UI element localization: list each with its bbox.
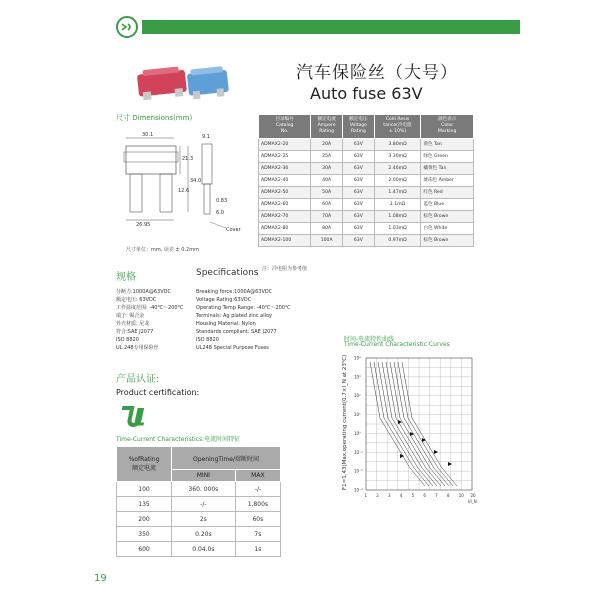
tc-cell: 1,800s	[235, 497, 280, 512]
curve-title-cn: 时间-电流特性曲线	[344, 336, 395, 343]
tc-cell: 1s	[235, 542, 280, 557]
tc-cell: 200	[117, 512, 172, 527]
catalog-cell: 1.1mΩ	[374, 198, 421, 210]
catalog-cell: 63V	[343, 162, 375, 174]
tc-row	[117, 542, 281, 557]
dim-26-95: 26.95	[136, 222, 151, 228]
catalog-cell: 1.08mΩ	[374, 210, 421, 222]
curve-xtick: 3	[388, 493, 391, 498]
title-cn: 汽车保险丝（大号）	[296, 63, 458, 83]
tc-cell: -/-	[235, 482, 280, 497]
time-current-table	[116, 446, 281, 557]
tc-cell: 135	[117, 497, 172, 512]
curve-xtick: 6	[423, 493, 426, 498]
catalog-cell: 100A	[311, 234, 343, 246]
tc-cell: 100	[117, 482, 172, 497]
curve-xtick: 4	[399, 493, 403, 498]
catalog-cell: 63V	[343, 138, 375, 150]
tc-cell: -/-	[172, 497, 236, 512]
catalog-cell: 3.80mΩ	[374, 138, 421, 150]
catalog-cell: 3.30mΩ	[374, 150, 421, 162]
catalog-cell: 25A	[311, 150, 343, 162]
catalog-row	[259, 138, 474, 150]
catalog-header-ampere: 额定电流 Ampere Rating	[311, 115, 343, 139]
curve-ytick: 10¹	[354, 412, 361, 418]
curve-marker	[448, 462, 452, 466]
fuse-product-photo	[134, 64, 234, 104]
certification-title-cn: 产品认证:	[116, 374, 160, 385]
catalog-cell: 30A	[311, 162, 343, 174]
tc-header-rating: %ofRating 额定电流	[117, 447, 172, 482]
tc-cell: 2s	[172, 512, 236, 527]
catalog-cell: ADMAX2-50	[259, 186, 311, 198]
catalog-cell: 63V	[343, 174, 375, 186]
spec-en-line: Terminals: Ag plated zinc alloy	[196, 313, 273, 319]
dim-6-0: 6.0	[216, 210, 224, 216]
tc-cell: 600	[117, 542, 172, 557]
catalog-cell: 63V	[343, 222, 375, 234]
curve-ytick: 10²	[354, 393, 361, 399]
resistance-note: 注：冷电阻为参考值	[262, 266, 308, 272]
time-current-curve	[338, 350, 488, 510]
curve-marker	[422, 438, 426, 442]
catalog-cell: 63V	[343, 186, 375, 198]
catalog-header-resistance: Cold Resis tance(冷电阻 ± 10%)	[374, 115, 421, 139]
dim-0-83: 0.83	[216, 198, 228, 204]
catalog-cell: ADMAX2-80	[259, 222, 311, 234]
curve-ytick: 10⁻³	[354, 487, 363, 493]
tc-row	[117, 482, 281, 497]
tc-row	[117, 497, 281, 512]
spec-cn-line: 符合:SAE J2077	[116, 329, 154, 335]
curve-xtick: 7	[435, 493, 438, 498]
catalog-row	[259, 210, 474, 222]
tc-header-min: MINI	[172, 470, 236, 482]
tc-cell: 7s	[235, 527, 280, 542]
spec-en-line: UL248 Special Purpose Fuses	[196, 345, 269, 351]
dim-12-6: 12.6	[178, 188, 190, 194]
curve-title-en: Time-Current Characteristic Curves	[344, 341, 450, 348]
curve-ytick: 10⁰	[354, 430, 361, 436]
tc-cell: 350	[117, 527, 172, 542]
spec-cn-line: UL 248专用保险丝	[116, 345, 159, 351]
catalog-header-voltage: 额定电压 Voltage Rating	[343, 115, 375, 139]
catalog-cell: ADMAX2-30	[259, 162, 311, 174]
spec-title-cn: 规格	[116, 272, 136, 283]
title-en: Auto fuse 63V	[310, 84, 423, 103]
curve-xtick: 20	[470, 493, 476, 498]
dim-width-top: 30.1	[142, 132, 154, 138]
catalog-cell: 绿色 Green	[421, 150, 474, 162]
catalog-cell: 63V	[343, 210, 375, 222]
curve-ytick: 10⁻²	[354, 468, 363, 474]
cover-label: Cover	[226, 227, 241, 233]
curve-ylabel: F1=1.43(Max.operating current(0.7×I_N at 23℃)	[342, 354, 348, 490]
spec-cn-line: 端子: 锡合金	[116, 313, 145, 319]
catalog-cell: 50A	[311, 186, 343, 198]
catalog-cell: 棕色 Brown	[421, 210, 474, 222]
page-number: 19	[94, 573, 107, 584]
dim-34-0: 34.0	[190, 178, 202, 184]
catalog-cell: 橘黄色 Tan	[421, 162, 474, 174]
catalog-cell: 棕色 Brown	[421, 234, 474, 246]
catalog-cell: 70A	[311, 210, 343, 222]
header-bar	[142, 20, 520, 34]
spec-title-en: Specifications	[196, 268, 259, 278]
catalog-cell: 1.47mΩ	[374, 186, 421, 198]
catalog-cell: 1.03mΩ	[374, 222, 421, 234]
curve-xtick: 2	[376, 493, 379, 498]
ul-recognized-icon	[116, 404, 146, 430]
spec-en-line: Breaking force:1000A@63VDC	[196, 289, 273, 295]
tc-header-max: MAX	[235, 470, 280, 482]
catalog-cell: 63V	[343, 234, 375, 246]
catalog-cell: 蓝色 Blue	[421, 198, 474, 210]
tc-cell: 0.20s	[172, 527, 236, 542]
catalog-row	[259, 222, 474, 234]
catalog-cell: 40A	[311, 174, 343, 186]
catalog-cell: 红色 Red	[421, 186, 474, 198]
spec-en-line: Voltage Rating:63VDC	[196, 297, 252, 303]
catalog-cell: 白色 White	[421, 222, 474, 234]
catalog-header-no: 目录编号 Catalog No.	[259, 115, 311, 139]
catalog-cell: 63V	[343, 198, 375, 210]
catalog-cell: ADMAX2-20	[259, 138, 311, 150]
catalog-cell: 2.46mΩ	[374, 162, 421, 174]
spec-cn-line: 外壳材质: 尼龙	[116, 321, 150, 327]
catalog-row	[259, 234, 474, 246]
spec-cn-line: ISO 8820	[116, 337, 139, 343]
spec-cn-line: 额定电压: 63VDC	[116, 297, 157, 303]
spec-cn-line: 分断力:1000A@63VDC	[116, 289, 171, 295]
dimensions-label: 尺寸 Dimensions(mm)	[116, 114, 193, 122]
catalog-row	[259, 198, 474, 210]
dims-note: 尺寸单位：mm, 误差 ± 0.2mm	[126, 247, 199, 253]
curve-xtick: 5	[411, 493, 415, 498]
tc-row	[117, 527, 281, 542]
catalog-cell: ADMAX2-100	[259, 234, 311, 246]
curve-xtick: 1	[364, 493, 368, 498]
spec-en-line: Operating Temp Range: -40℃～200℃	[196, 305, 291, 311]
catalog-cell: ADMAX2-40	[259, 174, 311, 186]
catalog-header-color: 颜色表示 Color Marking	[421, 115, 474, 139]
catalog-cell: 63V	[343, 150, 375, 162]
curve-ytick: 10⁻¹	[354, 449, 363, 455]
catalog-cell: ADMAX2-70	[259, 210, 311, 222]
curve-ytick: 10⁴	[354, 355, 361, 361]
curve-xunit: I/I_N	[468, 499, 477, 504]
curve-marker	[410, 432, 414, 436]
catalog-cell: 80A	[311, 222, 343, 234]
time-current-label: Time-Current Characteristics:电流时间特征	[116, 436, 241, 443]
spec-list-cn	[116, 288, 183, 352]
catalog-cell: ADMAX2-60	[259, 198, 311, 210]
catalog-cell: 琥珀色 Amber	[421, 174, 474, 186]
dim-9-1: 9.1	[202, 134, 210, 140]
curve-xtick: 8	[446, 493, 450, 498]
catalog-cell: 60A	[311, 198, 343, 210]
dimension-drawing	[116, 126, 248, 244]
catalog-row	[259, 162, 474, 174]
catalog-row	[259, 174, 474, 186]
curve-ytick: 10³	[354, 374, 361, 380]
spec-list-en	[196, 288, 291, 352]
company-logo	[116, 16, 138, 38]
certification-title-en: Product certification:	[116, 388, 200, 397]
tc-cell: 360. 000s	[172, 482, 236, 497]
tc-cell: 60s	[235, 512, 280, 527]
tc-header-opening: OpeningTime/熔断时间	[172, 447, 281, 470]
spec-en-line: ISO 8820	[196, 337, 219, 343]
spec-en-line: Housing Material: Nylon	[196, 321, 256, 327]
catalog-table	[258, 114, 474, 247]
catalog-cell: ADMAX2-25	[259, 150, 311, 162]
dim-21-3: 21.3	[182, 156, 194, 162]
catalog-cell: 0.97mΩ	[374, 234, 421, 246]
spec-en-line: Standards compliant: SAE J2077	[196, 329, 277, 335]
catalog-row	[259, 186, 474, 198]
curve-xtick: 10	[458, 493, 464, 498]
catalog-cell: 2.00mΩ	[374, 174, 421, 186]
spec-cn-line: 工作温度范围: -40℃～200℃	[116, 305, 184, 311]
catalog-row	[259, 150, 474, 162]
catalog-cell: 20A	[311, 138, 343, 150]
tc-cell: 0.04.0s	[172, 542, 236, 557]
curve-marker	[434, 450, 438, 454]
catalog-cell: 黄色 Tan	[421, 138, 474, 150]
tc-row	[117, 512, 281, 527]
